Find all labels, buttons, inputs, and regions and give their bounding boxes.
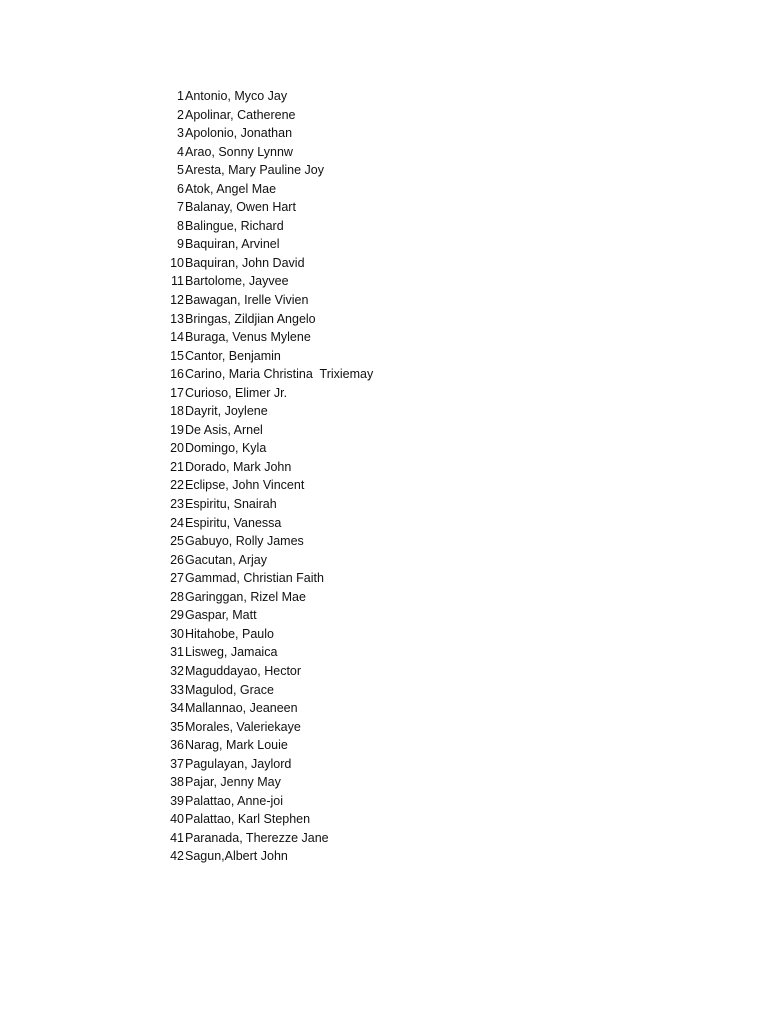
list-item <box>160 421 373 440</box>
student-name: Garinggan, Rizel Mae <box>185 589 306 604</box>
list-item <box>160 514 373 533</box>
student-name: De Asis, Arnel <box>185 422 263 437</box>
student-name: Antonio, Myco Jay <box>185 89 288 103</box>
list-item <box>160 792 373 811</box>
row-number: 17 <box>170 385 184 400</box>
list-item <box>160 699 373 718</box>
student-name: Dorado, Mark John <box>185 459 292 474</box>
student-name: Bartolome, Jayvee <box>185 274 289 289</box>
row-number: 40 <box>170 812 184 827</box>
row-number: 30 <box>170 626 184 641</box>
row-number: 32 <box>170 663 184 678</box>
student-name: Lisweg, Jamaica <box>185 645 278 660</box>
row-number: 38 <box>170 775 184 790</box>
student-name: Paranada, Therezze Jane <box>185 830 329 845</box>
row-number: 41 <box>170 830 184 845</box>
row-number: 42 <box>170 849 184 864</box>
row-number: 25 <box>170 534 184 549</box>
row-number: 4 <box>177 144 184 159</box>
student-name: Buraga, Venus Mylene <box>185 330 311 345</box>
row-number: 28 <box>170 589 184 604</box>
student-name: Sagun,Albert John <box>185 849 288 864</box>
student-name: Dayrit, Joylene <box>185 404 268 419</box>
student-name: Domingo, Kyla <box>185 441 267 456</box>
list-item <box>160 773 373 792</box>
student-name: Bringas, Zildjian Angelo <box>185 311 316 326</box>
row-number: 29 <box>170 608 184 623</box>
list-item <box>160 439 373 458</box>
list-item <box>160 681 373 700</box>
list-item <box>160 365 373 384</box>
row-number: 6 <box>177 181 184 196</box>
row-number: 31 <box>170 645 184 660</box>
row-number: 8 <box>177 218 184 233</box>
row-number: 11 <box>171 274 184 289</box>
student-name: Espiritu, Snairah <box>185 497 277 512</box>
student-name: Gammad, Christian Faith <box>185 571 324 586</box>
list-item <box>160 198 373 217</box>
student-name: Palattao, Anne-joi <box>185 793 283 808</box>
student-name: Maguddayao, Hector <box>185 663 302 678</box>
list-item <box>160 625 373 644</box>
student-name: Gaspar, Matt <box>185 608 257 623</box>
list-item <box>160 829 373 848</box>
list-item <box>160 810 373 829</box>
student-name: Balingue, Richard <box>185 218 284 233</box>
name-list <box>160 87 373 866</box>
student-name: Magulod, Grace <box>185 682 274 697</box>
list-item <box>160 161 373 180</box>
student-name: Narag, Mark Louie <box>185 738 288 753</box>
list-item <box>160 328 373 347</box>
row-number: 33 <box>170 682 184 697</box>
list-item <box>160 124 373 143</box>
list-item <box>160 736 373 755</box>
row-number: 7 <box>177 200 184 215</box>
student-name: Bawagan, Irelle Vivien <box>185 293 309 308</box>
list-item <box>160 143 373 162</box>
row-number: 24 <box>170 515 184 530</box>
row-number: 39 <box>170 793 184 808</box>
row-number: 15 <box>170 348 184 363</box>
list-item <box>160 495 373 514</box>
list-item <box>160 532 373 551</box>
list-item <box>160 606 373 625</box>
student-name: Baquiran, John David <box>185 255 305 270</box>
student-name: Gacutan, Arjay <box>185 552 267 567</box>
row-number: 37 <box>170 756 184 771</box>
row-number: 16 <box>170 367 184 382</box>
row-number: 26 <box>170 552 184 567</box>
list-item <box>160 272 373 291</box>
student-name: Palattao, Karl Stephen <box>185 812 311 827</box>
row-number: 35 <box>170 719 184 734</box>
student-name: Aresta, Mary Pauline Joy <box>185 163 324 178</box>
student-name: Mallannao, Jeaneen <box>185 701 298 716</box>
row-number: 2 <box>177 107 184 122</box>
list-item <box>160 217 373 236</box>
student-name: Curioso, Elimer Jr. <box>185 385 288 400</box>
row-number: 18 <box>170 404 184 419</box>
student-name: Gabuyo, Rolly James <box>185 534 304 549</box>
row-number: 27 <box>170 571 184 586</box>
list-item <box>160 254 373 273</box>
list-item <box>160 476 373 495</box>
list-item <box>160 291 373 310</box>
student-name: Carino, Maria Christina Trixiemay <box>185 367 374 382</box>
student-name: Apolonio, Jonathan <box>185 126 293 141</box>
row-number: 36 <box>170 738 184 753</box>
student-name: Balanay, Owen Hart <box>185 200 296 215</box>
row-number: 1 <box>177 89 184 103</box>
list-item <box>160 847 373 866</box>
student-name: Pagulayan, Jaylord <box>185 756 292 771</box>
student-name: Espiritu, Vanessa <box>185 515 282 530</box>
student-name: Eclipse, John Vincent <box>185 478 305 493</box>
row-number: 19 <box>170 422 184 437</box>
list-item <box>160 643 373 662</box>
row-number: 34 <box>170 701 184 716</box>
row-number: 3 <box>177 126 184 141</box>
student-name: Pajar, Jenny May <box>185 775 281 790</box>
student-name: Atok, Angel Mae <box>185 181 277 196</box>
list-item <box>160 347 373 366</box>
student-name: Cantor, Benjamin <box>185 348 281 363</box>
list-item <box>160 551 373 570</box>
row-number: 5 <box>177 163 184 178</box>
list-item <box>160 662 373 681</box>
list-item <box>160 718 373 737</box>
list-item <box>160 87 373 106</box>
row-number: 10 <box>170 255 184 270</box>
list-item <box>160 569 373 588</box>
row-number: 14 <box>170 330 184 345</box>
row-number: 12 <box>170 293 184 308</box>
student-name: Hitahobe, Paulo <box>185 626 274 641</box>
row-number: 23 <box>170 497 184 512</box>
student-name: Arao, Sonny Lynnw <box>185 144 293 159</box>
list-item <box>160 458 373 477</box>
list-item <box>160 384 373 403</box>
list-item <box>160 310 373 329</box>
student-name: Apolinar, Catherene <box>185 107 296 122</box>
student-name: Baquiran, Arvinel <box>185 237 280 252</box>
row-number: 20 <box>170 441 184 456</box>
row-number: 22 <box>170 478 184 493</box>
list-item <box>160 180 373 199</box>
list-item <box>160 106 373 125</box>
list-item <box>160 235 373 254</box>
student-name: Morales, Valeriekaye <box>185 719 301 734</box>
list-item <box>160 588 373 607</box>
list-item <box>160 402 373 421</box>
row-number: 9 <box>177 237 184 252</box>
row-number: 21 <box>170 459 184 474</box>
row-number: 13 <box>170 311 184 326</box>
list-item <box>160 755 373 774</box>
